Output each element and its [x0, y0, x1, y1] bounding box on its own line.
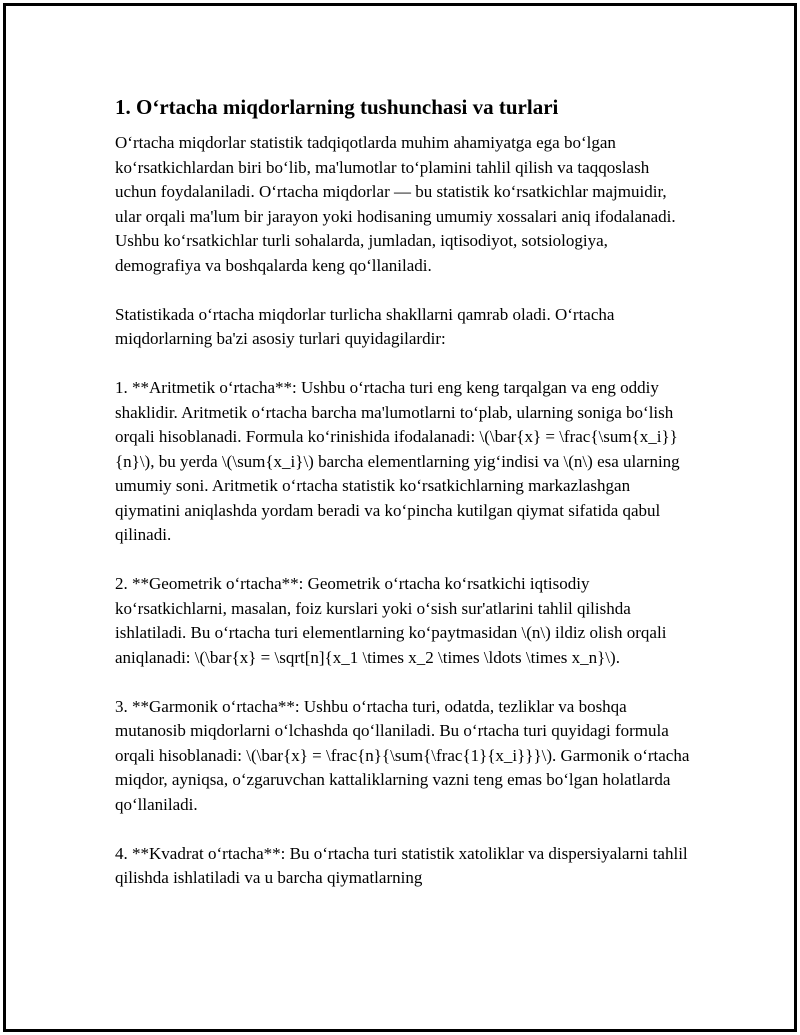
paragraph-quadratic-mean: 4. **Kvadrat o‘rtacha**: Bu o‘rtacha turi statistik xatoliklar va dispersiyalarni tahlil qilishda ishlatiladi va u barcha qiymatlarning — [115, 843, 688, 887]
paragraph-harmonic-mean: 3. **Garmonik o‘rtacha**: Ushbu o‘rtacha turi, odatda, tezliklar va boshqa mutanosib miqdorlarni o‘lchashda qo‘llaniladi. Bu o‘rtacha turi quyidagi formula orqali hisoblanadi: \(\bar{x} = \frac{n}{\sum{\frac{1}{x_i}}}\). Garmonik o‘rtacha miqdor, ayniqsa, o‘zgaruvchan kattaliklarning vazni teng emas bo‘lgan holatlarda qo‘llaniladi. — [115, 696, 690, 814]
paragraph-arithmetic-mean: 1. **Aritmetik o‘rtacha**: Ushbu o‘rtacha turi eng keng tarqalgan va eng oddiy shaklidir. Aritmetik o‘rtacha barcha ma'lumotlarni to‘plab, ularning soniga bo‘lish orqali hisoblanadi. Formula ko‘rinishida ifodalanadi: \(\bar{x} = \frac{\sum{x_i}}{n}\), bu yerda \(\sum{x_i}\) barcha elementlarning yig‘indisi va \(n\) esa ularning umumiy soni. Aritmetik o‘rtacha statistik ko‘rsatkichlarning markazlashgan qiymatini aniqlashda yordam beradi va ko‘pincha kutilgan qiymat sifatida qabul qilinadi. — [115, 378, 680, 544]
paragraph-intro: O‘rtacha miqdorlar statistik tadqiqotlarda muhim ahamiyatga ega bo‘lgan ko‘rsatkichlardan biri bo‘lib, ma'lumotlar to‘plamini tahlil qilish va taqqoslash uchun foydalaniladi. O‘rtacha miqdorlar — bu statistik ko‘rsatkichlar majmuidir, ular orqali ma'lum bir jarayon yoki hodisaning umumiy xossalari aniq ifodalanadi. Ushbu ko‘rsatkichlar turli sohalarda, jumladan, iqtisodiyot, sotsiologiya, demografiya va boshqalarda keng qo‘llaniladi. — [115, 133, 676, 275]
document-title: 1. O‘rtacha miqdorlarning tushunchasi va turlari — [115, 95, 559, 119]
paragraph-geometric-mean: 2. **Geometrik o‘rtacha**: Geometrik o‘rtacha ko‘rsatkichi iqtisodiy ko‘rsatkichlarni, masalan, foiz kurslari yoki o‘sish sur'atlarini tahlil qilishda ishlatiladi. Bu o‘rtacha turi elementlarning ko‘paytmasidan \(n\) ildiz olish orqali aniqlanadi: \(\bar{x} = \sqrt[n]{x_1 \times x_2 \times \ldots \times x_n}\). — [115, 574, 667, 667]
paragraph-types-intro: Statistikada o‘rtacha miqdorlar turlicha shakllarni qamrab oladi. O‘rtacha miqdorlarning ba'zi asosiy turlari quyidagilardir: — [115, 304, 615, 348]
document-body — [115, 93, 690, 915]
